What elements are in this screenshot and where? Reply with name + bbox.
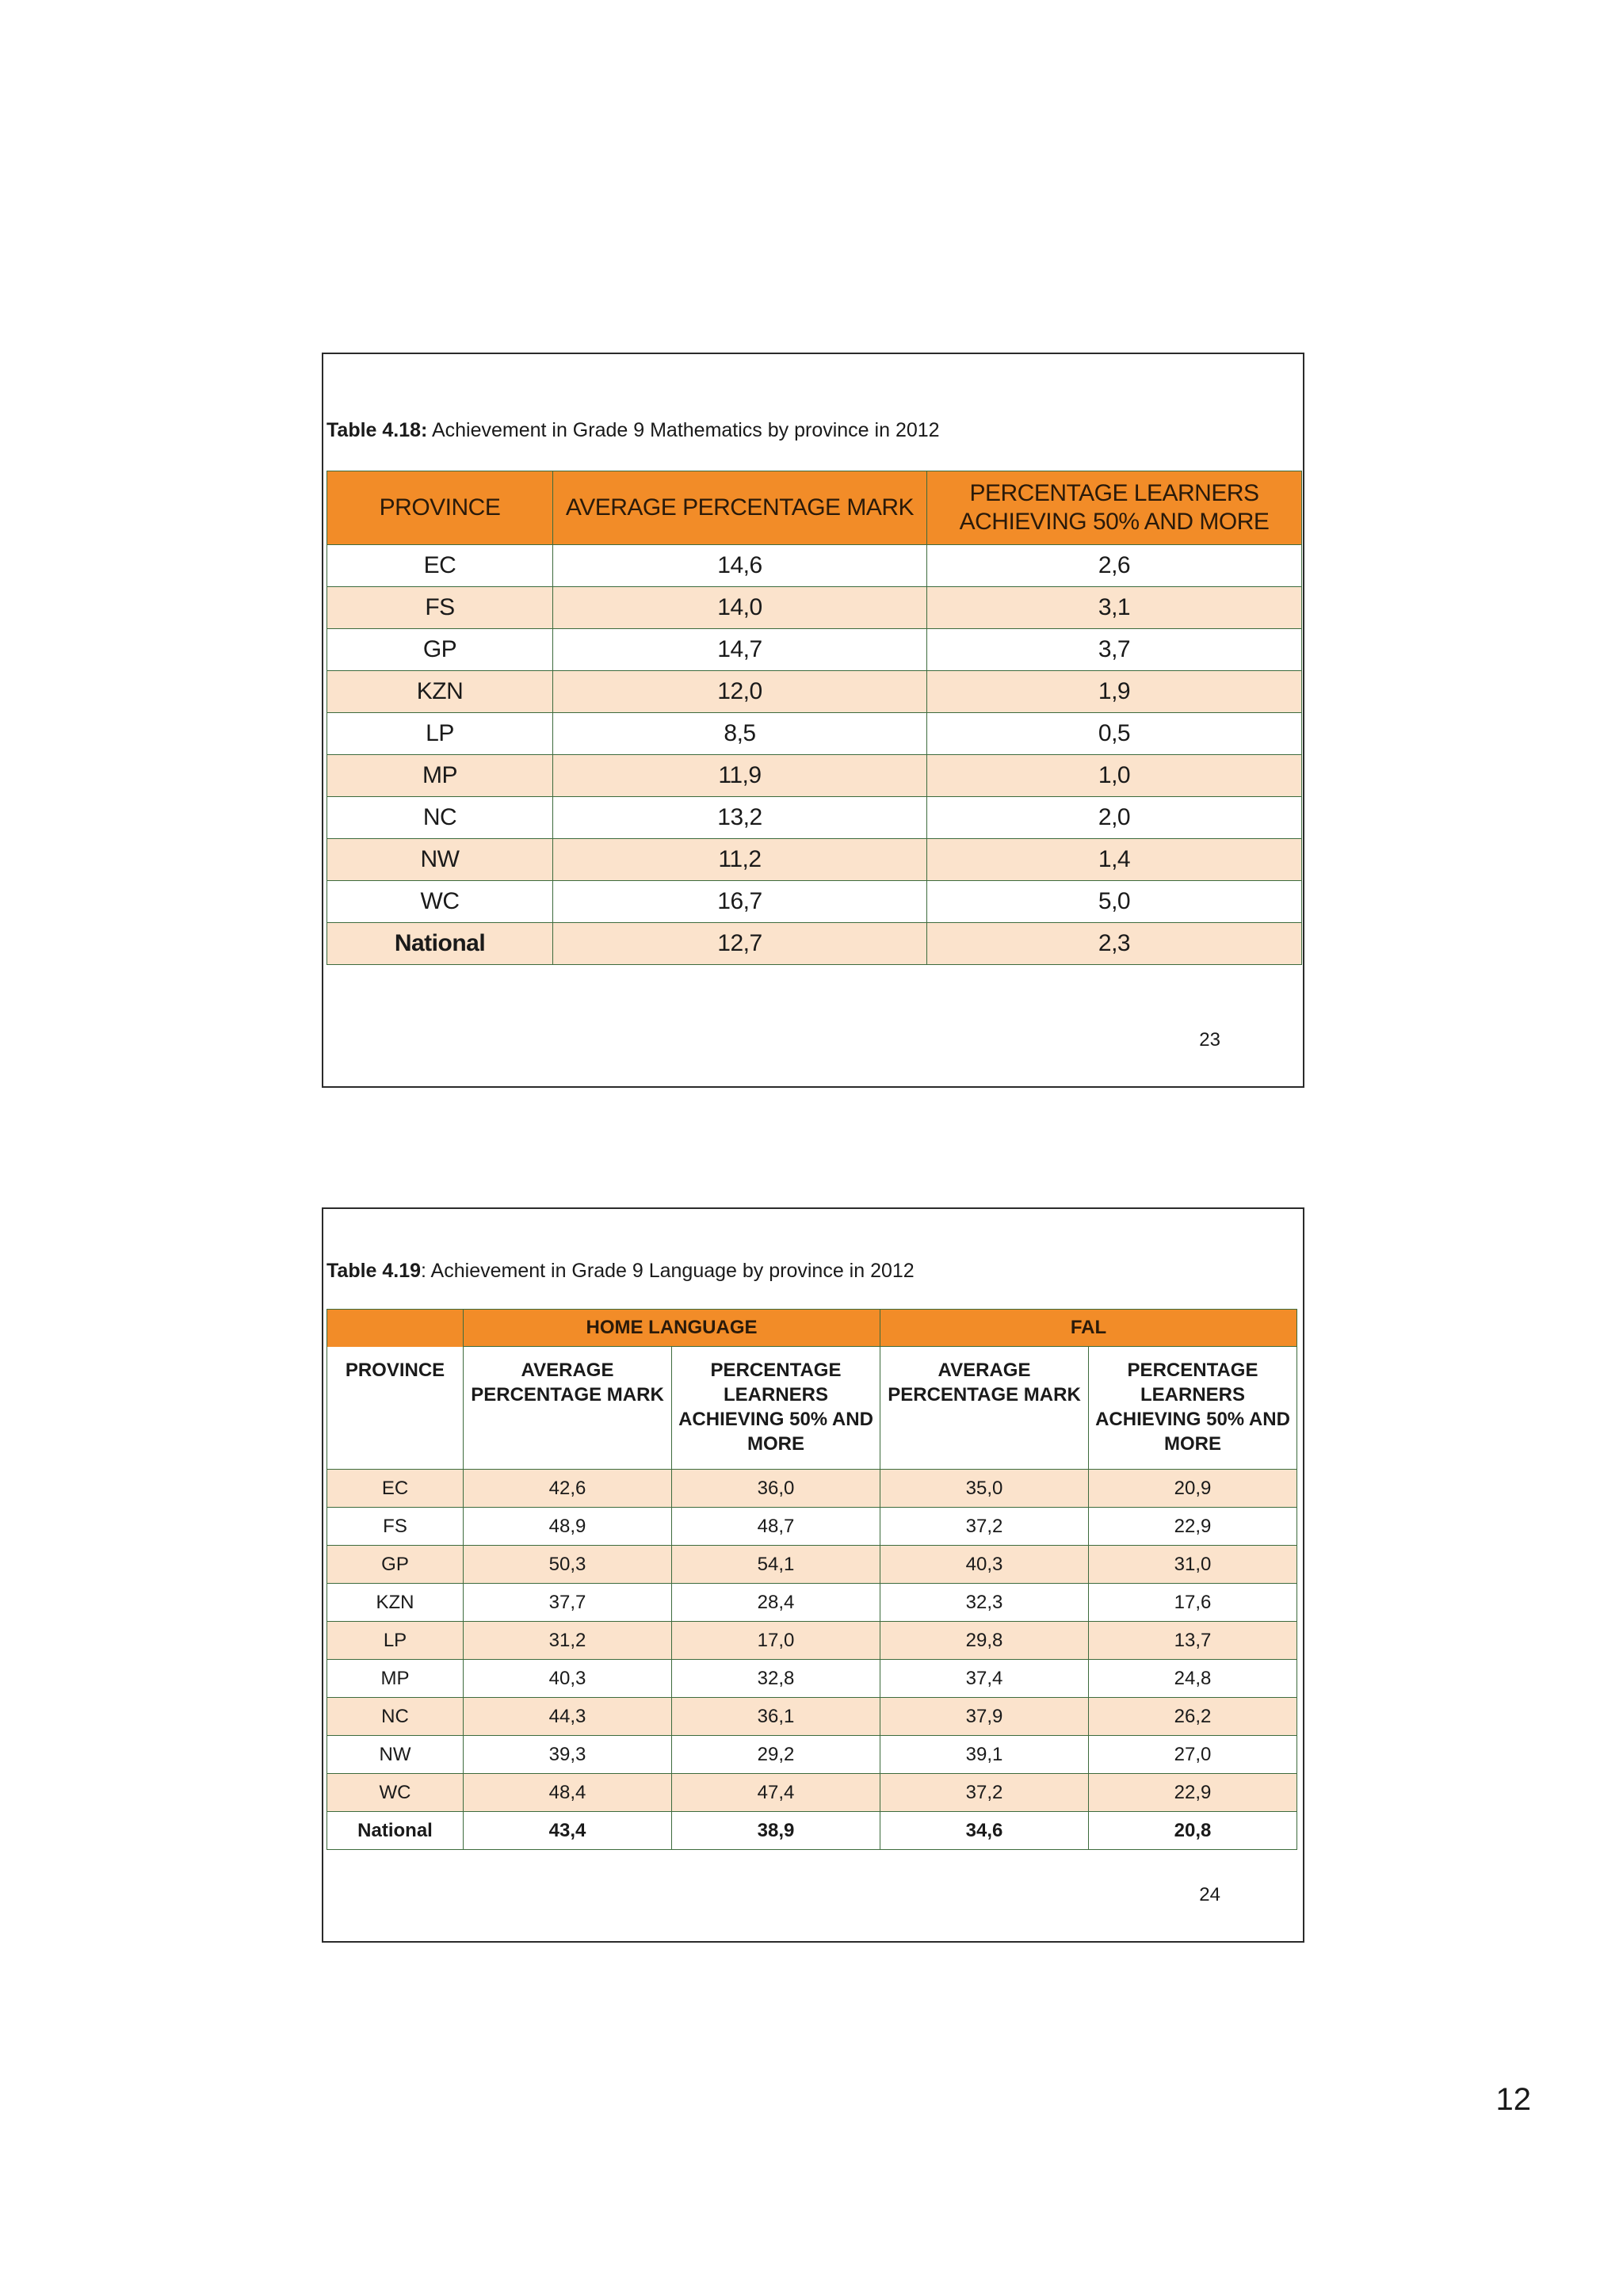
value-cell: 37,2 [880, 1508, 1089, 1546]
value-cell: 34,6 [880, 1812, 1089, 1850]
value-cell: 37,4 [880, 1660, 1089, 1698]
province-cell: MP [327, 1660, 464, 1698]
slide-number: 24 [1199, 1884, 1220, 1905]
slide-number: 23 [1199, 1029, 1220, 1051]
value-cell: 2,6 [927, 545, 1302, 587]
value-cell: 17,0 [672, 1622, 880, 1660]
value-cell: 32,8 [672, 1660, 880, 1698]
table-row [327, 1470, 1297, 1508]
header-hl-average-mark: AVERAGE PERCENTAGE MARK [464, 1347, 672, 1470]
slide-table-4-18 [322, 353, 1304, 1088]
province-cell: MP [327, 755, 553, 797]
province-cell: LP [327, 713, 553, 755]
value-cell: 11,9 [553, 755, 927, 797]
value-cell: 29,8 [880, 1622, 1089, 1660]
table-header-row [327, 471, 1302, 545]
value-cell: 1,9 [927, 671, 1302, 713]
table-row [327, 1622, 1297, 1660]
value-cell: 36,0 [672, 1470, 880, 1508]
value-cell: 12,0 [553, 671, 927, 713]
province-cell: GP [327, 1546, 464, 1584]
province-cell: NW [327, 1736, 464, 1774]
province-cell: FS [327, 587, 553, 629]
value-cell: 11,2 [553, 839, 927, 881]
value-cell: 17,6 [1089, 1584, 1297, 1622]
sub-header-row [327, 1347, 1297, 1470]
value-cell: 20,9 [1089, 1470, 1297, 1508]
value-cell: 22,9 [1089, 1508, 1297, 1546]
value-cell: 39,1 [880, 1736, 1089, 1774]
table-row [327, 1736, 1297, 1774]
province-cell: FS [327, 1508, 464, 1546]
value-cell: 47,4 [672, 1774, 880, 1812]
value-cell: 1,0 [927, 755, 1302, 797]
header-blank [327, 1310, 464, 1347]
value-cell: 37,2 [880, 1774, 1089, 1812]
province-cell: NC [327, 1698, 464, 1736]
table-row [327, 1584, 1297, 1622]
province-cell: WC [327, 1774, 464, 1812]
slide-table-4-19 [322, 1207, 1304, 1943]
value-cell: 3,1 [927, 587, 1302, 629]
value-cell: 22,9 [1089, 1774, 1297, 1812]
language-achievement-table [327, 1309, 1297, 1850]
province-cell: NW [327, 839, 553, 881]
province-cell: EC [327, 1470, 464, 1508]
value-cell: 40,3 [464, 1660, 672, 1698]
value-cell: 32,3 [880, 1584, 1089, 1622]
value-cell: 29,2 [672, 1736, 880, 1774]
page-number: 12 [1495, 2082, 1531, 2117]
value-cell: 16,7 [553, 881, 927, 923]
value-cell: 43,4 [464, 1812, 672, 1850]
caption-text: : Achievement in Grade 9 Language by province in 2012 [421, 1260, 915, 1282]
header-fal-pct-learners: PERCENTAGE LEARNERS ACHIEVING 50% AND MORE [1089, 1347, 1297, 1470]
value-cell: 28,4 [672, 1584, 880, 1622]
header-average-mark: AVERAGE PERCENTAGE MARK [553, 471, 927, 545]
province-cell: National [327, 1812, 464, 1850]
province-cell: NC [327, 797, 553, 839]
value-cell: 26,2 [1089, 1698, 1297, 1736]
province-cell: WC [327, 881, 553, 923]
value-cell: 48,9 [464, 1508, 672, 1546]
value-cell: 13,2 [553, 797, 927, 839]
value-cell: 44,3 [464, 1698, 672, 1736]
table-row [327, 1546, 1297, 1584]
table-caption [327, 1260, 915, 1283]
value-cell: 54,1 [672, 1546, 880, 1584]
value-cell: 2,0 [927, 797, 1302, 839]
value-cell: 31,2 [464, 1622, 672, 1660]
value-cell: 31,0 [1089, 1546, 1297, 1584]
value-cell: 8,5 [553, 713, 927, 755]
value-cell: 3,7 [927, 629, 1302, 671]
value-cell: 14,0 [553, 587, 927, 629]
table-row [327, 671, 1302, 713]
value-cell: 37,9 [880, 1698, 1089, 1736]
value-cell: 20,8 [1089, 1812, 1297, 1850]
province-cell: EC [327, 545, 553, 587]
value-cell: 39,3 [464, 1736, 672, 1774]
value-cell: 2,3 [927, 923, 1302, 965]
value-cell: 5,0 [927, 881, 1302, 923]
header-hl-pct-learners: PERCENTAGE LEARNERS ACHIEVING 50% AND MORE [672, 1347, 880, 1470]
table-row [327, 1774, 1297, 1812]
header-fal: FAL [880, 1310, 1297, 1347]
province-cell: LP [327, 1622, 464, 1660]
table-row [327, 1660, 1297, 1698]
value-cell: 48,4 [464, 1774, 672, 1812]
value-cell: 36,1 [672, 1698, 880, 1736]
value-cell: 0,5 [927, 713, 1302, 755]
table-row [327, 1698, 1297, 1736]
caption-label: Table 4.19 [327, 1260, 422, 1282]
table-caption [327, 419, 940, 442]
header-home-language: HOME LANGUAGE [464, 1310, 880, 1347]
province-cell: KZN [327, 1584, 464, 1622]
province-cell: National [327, 923, 553, 965]
caption-label: Table 4.18: [327, 419, 428, 441]
value-cell: 14,7 [553, 629, 927, 671]
value-cell: 42,6 [464, 1470, 672, 1508]
province-cell: KZN [327, 671, 553, 713]
value-cell: 27,0 [1089, 1736, 1297, 1774]
table-row [327, 755, 1302, 797]
value-cell: 13,7 [1089, 1622, 1297, 1660]
value-cell: 35,0 [880, 1470, 1089, 1508]
value-cell: 38,9 [672, 1812, 880, 1850]
table-row [327, 587, 1302, 629]
province-cell: GP [327, 629, 553, 671]
value-cell: 1,4 [927, 839, 1302, 881]
value-cell: 24,8 [1089, 1660, 1297, 1698]
table-row [327, 545, 1302, 587]
table-row [327, 839, 1302, 881]
value-cell: 48,7 [672, 1508, 880, 1546]
table-row [327, 713, 1302, 755]
mathematics-achievement-table [327, 471, 1302, 965]
value-cell: 12,7 [553, 923, 927, 965]
value-cell: 50,3 [464, 1546, 672, 1584]
group-header-row [327, 1310, 1297, 1347]
header-province: PROVINCE [327, 1347, 464, 1470]
value-cell: 40,3 [880, 1546, 1089, 1584]
header-pct-learners: PERCENTAGE LEARNERS ACHIEVING 50% AND MORE [927, 471, 1302, 545]
table-row [327, 629, 1302, 671]
table-row [327, 1812, 1297, 1850]
value-cell: 14,6 [553, 545, 927, 587]
header-fal-average-mark: AVERAGE PERCENTAGE MARK [880, 1347, 1089, 1470]
table-row [327, 797, 1302, 839]
header-province: PROVINCE [327, 471, 553, 545]
table-row [327, 881, 1302, 923]
caption-text: Achievement in Grade 9 Mathematics by province in 2012 [427, 419, 940, 441]
value-cell: 37,7 [464, 1584, 672, 1622]
table-row [327, 923, 1302, 965]
table-row [327, 1508, 1297, 1546]
